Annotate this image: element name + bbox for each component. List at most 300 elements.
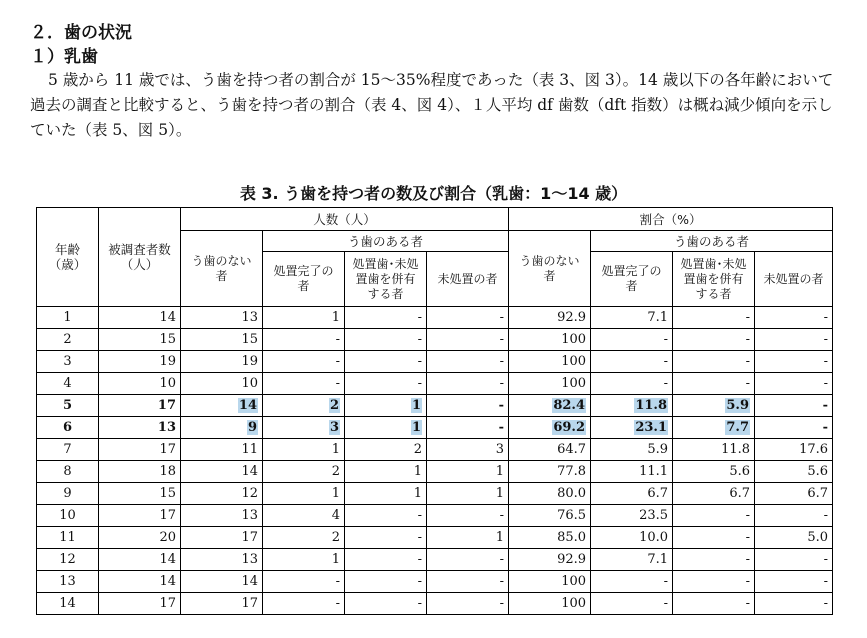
cell-p-untr bbox=[755, 571, 833, 593]
cell-value: 5.6 bbox=[729, 464, 751, 479]
cell-value: 100 bbox=[561, 376, 587, 391]
cell-value: 10 bbox=[59, 508, 76, 523]
cell-value: 17 bbox=[159, 442, 176, 457]
cell-c-mixed bbox=[345, 439, 427, 461]
cell-c-done bbox=[263, 549, 345, 571]
table-row bbox=[37, 307, 833, 329]
cell-p-mixed bbox=[673, 395, 755, 417]
cell-p-done bbox=[591, 439, 673, 461]
cell-value: - bbox=[417, 508, 422, 523]
cell-c-done bbox=[263, 395, 345, 417]
cell-value: 1 bbox=[331, 310, 340, 325]
cell-value: - bbox=[335, 376, 340, 391]
cell-age bbox=[37, 505, 99, 527]
cell-value: - bbox=[822, 420, 829, 435]
cell-value: 1 bbox=[331, 552, 340, 567]
table-row bbox=[37, 329, 833, 351]
cell-value: - bbox=[745, 596, 751, 611]
cell-value: - bbox=[663, 354, 669, 369]
table-row bbox=[37, 571, 833, 593]
cell-p-mixed bbox=[673, 505, 755, 527]
caries-table bbox=[36, 207, 833, 615]
table-row bbox=[37, 373, 833, 395]
cell-value: - bbox=[335, 354, 340, 369]
cell-value: - bbox=[745, 332, 751, 347]
cell-value: 6 bbox=[62, 420, 73, 435]
cell-p-done bbox=[591, 307, 673, 329]
cell-p-done bbox=[591, 461, 673, 483]
cell-value: - bbox=[823, 574, 829, 589]
cell-p-done bbox=[591, 351, 673, 373]
cell-value: 17 bbox=[157, 398, 176, 413]
cell-n bbox=[99, 395, 181, 417]
cell-p-untr bbox=[755, 373, 833, 395]
cell-value: 1 bbox=[495, 530, 505, 545]
cell-c-none bbox=[181, 527, 263, 549]
cell-c-done bbox=[263, 571, 345, 593]
cell-age bbox=[37, 373, 99, 395]
cell-p-done bbox=[591, 593, 673, 615]
cell-value: - bbox=[745, 530, 751, 545]
cell-c-done bbox=[263, 307, 345, 329]
cell-value: 2 bbox=[331, 530, 340, 545]
cell-value: 13 bbox=[241, 310, 258, 325]
cell-p-mixed bbox=[673, 439, 755, 461]
cell-age bbox=[37, 549, 99, 571]
cell-value: 7.1 bbox=[647, 310, 669, 325]
cell-value: 19 bbox=[159, 354, 176, 369]
cell-value: - bbox=[499, 354, 505, 369]
cell-value: - bbox=[335, 596, 340, 611]
table-row bbox=[37, 351, 833, 373]
cell-age bbox=[37, 571, 99, 593]
cell-value: 11 bbox=[59, 530, 76, 545]
cell-value: - bbox=[823, 596, 829, 611]
cell-value: 82.4 bbox=[553, 398, 586, 413]
cell-p-untr bbox=[755, 395, 833, 417]
cell-p-mixed bbox=[673, 483, 755, 505]
cell-value: 13 bbox=[241, 508, 258, 523]
table-row bbox=[37, 593, 833, 615]
cell-value: - bbox=[823, 376, 829, 391]
cell-value: 1 bbox=[331, 486, 340, 501]
cell-p-done bbox=[591, 549, 673, 571]
cell-p-mixed bbox=[673, 571, 755, 593]
cell-value: 3 bbox=[495, 442, 505, 457]
cell-c-mixed bbox=[345, 307, 427, 329]
cell-p-done bbox=[591, 395, 673, 417]
cell-c-none bbox=[181, 373, 263, 395]
cell-c-untr bbox=[427, 483, 509, 505]
cell-age bbox=[37, 593, 99, 615]
cell-value: - bbox=[823, 354, 829, 369]
cell-n bbox=[99, 439, 181, 461]
cell-value: - bbox=[745, 508, 751, 523]
cell-p-mixed bbox=[673, 593, 755, 615]
cell-value: - bbox=[823, 508, 829, 523]
cell-p-none bbox=[509, 395, 591, 417]
cell-value: - bbox=[417, 596, 422, 611]
cell-n bbox=[99, 329, 181, 351]
cell-value: - bbox=[335, 574, 340, 589]
cell-p-mixed bbox=[673, 307, 755, 329]
table-row bbox=[37, 461, 833, 483]
cell-value: 1 bbox=[413, 464, 422, 479]
cell-value: 5.9 bbox=[726, 398, 750, 413]
cell-value: 15 bbox=[159, 332, 176, 347]
cell-value: 1 bbox=[411, 420, 421, 435]
cell-value: 10.0 bbox=[639, 530, 669, 545]
cell-value: 14 bbox=[159, 310, 176, 325]
cell-p-mixed bbox=[673, 549, 755, 571]
cell-p-done bbox=[591, 373, 673, 395]
header-ratio-treated: 処置完了の 者 bbox=[591, 252, 673, 307]
cell-n bbox=[99, 373, 181, 395]
cell-age bbox=[37, 329, 99, 351]
cell-c-mixed bbox=[345, 505, 427, 527]
cell-n bbox=[99, 571, 181, 593]
cell-c-none bbox=[181, 571, 263, 593]
cell-value: - bbox=[498, 420, 505, 435]
cell-value: 5.6 bbox=[807, 464, 829, 479]
cell-value: - bbox=[822, 398, 829, 413]
cell-value: 14 bbox=[159, 552, 176, 567]
cell-p-none bbox=[509, 307, 591, 329]
cell-age bbox=[37, 351, 99, 373]
cell-value: - bbox=[745, 354, 751, 369]
cell-value: - bbox=[745, 552, 751, 567]
cell-c-mixed bbox=[345, 373, 427, 395]
cell-value: 10 bbox=[159, 376, 176, 391]
header-count-group: 人数（人） bbox=[181, 208, 509, 231]
cell-value: 2 bbox=[413, 442, 422, 457]
cell-c-none bbox=[181, 307, 263, 329]
cell-value: 23.5 bbox=[639, 508, 669, 523]
cell-n bbox=[99, 549, 181, 571]
cell-c-mixed bbox=[345, 527, 427, 549]
cell-value: 1 bbox=[331, 442, 340, 457]
cell-value: 92.9 bbox=[557, 552, 587, 567]
header-count-no-caries: う歯のない 者 bbox=[181, 231, 263, 307]
cell-value: - bbox=[499, 376, 505, 391]
cell-p-done bbox=[591, 417, 673, 439]
cell-p-none bbox=[509, 351, 591, 373]
header-ratio-group: 割合（%） bbox=[509, 208, 833, 231]
cell-c-done bbox=[263, 373, 345, 395]
table-row bbox=[37, 417, 833, 439]
cell-c-done bbox=[263, 483, 345, 505]
cell-value: - bbox=[417, 574, 422, 589]
cell-value: - bbox=[745, 376, 751, 391]
header-ratio-no-caries: う歯のない 者 bbox=[509, 231, 591, 307]
cell-p-mixed bbox=[673, 329, 755, 351]
cell-value: 1 bbox=[495, 464, 505, 479]
cell-c-untr bbox=[427, 527, 509, 549]
cell-n bbox=[99, 527, 181, 549]
cell-p-untr bbox=[755, 329, 833, 351]
cell-p-none bbox=[509, 483, 591, 505]
cell-value: 10 bbox=[241, 376, 258, 391]
cell-value: 1 bbox=[495, 486, 505, 501]
cell-value: 13 bbox=[241, 552, 258, 567]
cell-value: - bbox=[417, 354, 422, 369]
cell-p-done bbox=[591, 505, 673, 527]
cell-value: 15 bbox=[241, 332, 258, 347]
cell-p-mixed bbox=[673, 461, 755, 483]
cell-value: 14 bbox=[241, 464, 258, 479]
cell-value: 23.1 bbox=[635, 420, 668, 435]
cell-p-none bbox=[509, 373, 591, 395]
cell-value: - bbox=[663, 574, 669, 589]
cell-c-untr bbox=[427, 439, 509, 461]
body-paragraph bbox=[30, 68, 845, 143]
table-row bbox=[37, 505, 833, 527]
cell-p-untr bbox=[755, 549, 833, 571]
cell-c-untr bbox=[427, 417, 509, 439]
cell-c-untr bbox=[427, 329, 509, 351]
cell-value: - bbox=[499, 332, 505, 347]
cell-p-mixed bbox=[673, 351, 755, 373]
cell-value: - bbox=[663, 376, 669, 391]
cell-value: 80.0 bbox=[557, 486, 587, 501]
cell-value: 77.8 bbox=[557, 464, 587, 479]
cell-value: - bbox=[417, 310, 422, 325]
cell-c-none bbox=[181, 549, 263, 571]
cell-p-mixed bbox=[673, 417, 755, 439]
cell-value: 14 bbox=[159, 574, 176, 589]
cell-value: 17.6 bbox=[799, 442, 829, 457]
cell-value: 100 bbox=[561, 596, 587, 611]
cell-value: 17 bbox=[241, 596, 258, 611]
cell-c-untr bbox=[427, 593, 509, 615]
cell-p-none bbox=[509, 571, 591, 593]
cell-value: - bbox=[499, 508, 505, 523]
cell-n bbox=[99, 593, 181, 615]
cell-c-untr bbox=[427, 505, 509, 527]
cell-value: - bbox=[663, 332, 669, 347]
header-ratio-mixed: 処置歯･未処 置歯を併有 する者 bbox=[673, 252, 755, 307]
cell-value: 3 bbox=[329, 420, 339, 435]
cell-age bbox=[37, 483, 99, 505]
cell-value: - bbox=[823, 310, 829, 325]
cell-value: 9 bbox=[247, 420, 257, 435]
cell-p-none bbox=[509, 329, 591, 351]
cell-value: 14 bbox=[59, 596, 76, 611]
table-row bbox=[37, 527, 833, 549]
cell-value: 64.7 bbox=[557, 442, 587, 457]
cell-value: - bbox=[745, 310, 751, 325]
cell-p-untr bbox=[755, 351, 833, 373]
cell-value: 2 bbox=[331, 464, 340, 479]
cell-p-none bbox=[509, 593, 591, 615]
cell-p-untr bbox=[755, 527, 833, 549]
header-age: 年齢 （歳） bbox=[37, 208, 99, 307]
cell-value: - bbox=[823, 552, 829, 567]
cell-p-none bbox=[509, 505, 591, 527]
header-count-with-caries: う歯のある者 bbox=[263, 231, 509, 252]
cell-value: 15 bbox=[159, 486, 176, 501]
cell-n bbox=[99, 351, 181, 373]
cell-c-none bbox=[181, 461, 263, 483]
cell-c-untr bbox=[427, 461, 509, 483]
cell-p-none bbox=[509, 417, 591, 439]
cell-c-mixed bbox=[345, 549, 427, 571]
cell-c-done bbox=[263, 593, 345, 615]
cell-c-mixed bbox=[345, 571, 427, 593]
cell-c-none bbox=[181, 593, 263, 615]
cell-value: 7 bbox=[63, 442, 72, 457]
cell-value: 11.8 bbox=[635, 398, 668, 413]
cell-value: 92.9 bbox=[557, 310, 587, 325]
cell-age bbox=[37, 527, 99, 549]
cell-c-none bbox=[181, 351, 263, 373]
cell-c-none bbox=[181, 505, 263, 527]
cell-value: 6.7 bbox=[729, 486, 751, 501]
cell-c-done bbox=[263, 417, 345, 439]
cell-value: 19 bbox=[241, 354, 258, 369]
cell-value: - bbox=[499, 310, 505, 325]
cell-value: - bbox=[417, 376, 422, 391]
cell-c-none bbox=[181, 439, 263, 461]
cell-c-untr bbox=[427, 395, 509, 417]
cell-p-none bbox=[509, 461, 591, 483]
cell-c-untr bbox=[427, 373, 509, 395]
cell-value: - bbox=[499, 596, 505, 611]
cell-value: 4 bbox=[63, 376, 72, 391]
cell-n bbox=[99, 461, 181, 483]
cell-value: 11.1 bbox=[639, 464, 669, 479]
cell-age bbox=[37, 417, 99, 439]
cell-value: 11 bbox=[241, 442, 258, 457]
cell-value: - bbox=[823, 332, 829, 347]
table-row bbox=[37, 549, 833, 571]
cell-value: 3 bbox=[63, 354, 72, 369]
cell-c-done bbox=[263, 329, 345, 351]
cell-p-done bbox=[591, 571, 673, 593]
cell-value: 2 bbox=[329, 398, 339, 413]
cell-value: 12 bbox=[241, 486, 258, 501]
cell-c-none bbox=[181, 329, 263, 351]
cell-p-none bbox=[509, 549, 591, 571]
cell-value: 7.1 bbox=[647, 552, 669, 567]
header-count-treated: 処置完了の 者 bbox=[263, 252, 345, 307]
cell-value: 1 bbox=[413, 486, 422, 501]
cell-value: 18 bbox=[159, 464, 176, 479]
cell-c-mixed bbox=[345, 329, 427, 351]
header-ratio-with-caries: う歯のある者 bbox=[591, 231, 833, 252]
header-examinees: 被調査者数 （人） bbox=[99, 208, 181, 307]
cell-value: - bbox=[499, 574, 505, 589]
cell-value: 12 bbox=[59, 552, 76, 567]
cell-age bbox=[37, 395, 99, 417]
header-count-mixed: 処置歯･未処 置歯を併有 する者 bbox=[345, 252, 427, 307]
cell-value: 17 bbox=[159, 508, 176, 523]
header-ratio-untreated: 未処置の者 bbox=[755, 252, 833, 307]
cell-p-untr bbox=[755, 461, 833, 483]
cell-c-done bbox=[263, 527, 345, 549]
cell-c-done bbox=[263, 439, 345, 461]
cell-value: 17 bbox=[241, 530, 258, 545]
cell-p-untr bbox=[755, 417, 833, 439]
cell-value: 85.0 bbox=[557, 530, 587, 545]
cell-p-none bbox=[509, 527, 591, 549]
cell-n bbox=[99, 505, 181, 527]
cell-c-mixed bbox=[345, 593, 427, 615]
section-title: ２．歯の状況 bbox=[30, 23, 132, 43]
cell-value: 1 bbox=[411, 398, 421, 413]
header-count-untreated: 未処置の者 bbox=[427, 252, 509, 307]
cell-p-done bbox=[591, 483, 673, 505]
cell-c-mixed bbox=[345, 351, 427, 373]
cell-c-untr bbox=[427, 549, 509, 571]
cell-p-untr bbox=[755, 593, 833, 615]
cell-value: 76.5 bbox=[557, 508, 587, 523]
cell-value: 100 bbox=[561, 574, 587, 589]
cell-value: 100 bbox=[561, 354, 587, 369]
cell-value: 5.0 bbox=[807, 530, 829, 545]
cell-value: 6.7 bbox=[647, 486, 669, 501]
cell-value: 13 bbox=[59, 574, 76, 589]
table-row bbox=[37, 395, 833, 417]
cell-value: 11.8 bbox=[721, 442, 751, 457]
cell-n bbox=[99, 417, 181, 439]
cell-p-mixed bbox=[673, 527, 755, 549]
table-row bbox=[37, 439, 833, 461]
cell-n bbox=[99, 483, 181, 505]
cell-value: - bbox=[745, 574, 751, 589]
cell-value: - bbox=[335, 332, 340, 347]
cell-value: 4 bbox=[331, 508, 340, 523]
cell-value: 17 bbox=[159, 596, 176, 611]
cell-c-mixed bbox=[345, 483, 427, 505]
cell-value: - bbox=[663, 596, 669, 611]
cell-age bbox=[37, 439, 99, 461]
cell-n bbox=[99, 307, 181, 329]
cell-p-none bbox=[509, 439, 591, 461]
cell-value: 14 bbox=[238, 398, 257, 413]
table-row bbox=[37, 483, 833, 505]
cell-c-untr bbox=[427, 307, 509, 329]
cell-c-done bbox=[263, 351, 345, 373]
cell-p-mixed bbox=[673, 373, 755, 395]
cell-value: 8 bbox=[63, 464, 72, 479]
cell-value: - bbox=[498, 398, 505, 413]
cell-value: 20 bbox=[159, 530, 176, 545]
cell-c-mixed bbox=[345, 417, 427, 439]
cell-p-untr bbox=[755, 307, 833, 329]
cell-value: 5 bbox=[62, 398, 73, 413]
cell-value: 14 bbox=[241, 574, 258, 589]
cell-p-untr bbox=[755, 505, 833, 527]
cell-value: 6.7 bbox=[807, 486, 829, 501]
cell-c-done bbox=[263, 461, 345, 483]
cell-value: 9 bbox=[63, 486, 72, 501]
cell-c-none bbox=[181, 417, 263, 439]
cell-c-none bbox=[181, 395, 263, 417]
cell-value: 2 bbox=[63, 332, 72, 347]
cell-value: - bbox=[417, 530, 422, 545]
cell-c-none bbox=[181, 483, 263, 505]
cell-value: 5.9 bbox=[647, 442, 669, 457]
cell-c-mixed bbox=[345, 461, 427, 483]
cell-value: - bbox=[417, 552, 422, 567]
cell-c-done bbox=[263, 505, 345, 527]
cell-p-done bbox=[591, 527, 673, 549]
cell-c-untr bbox=[427, 351, 509, 373]
cell-value: 69.2 bbox=[553, 420, 586, 435]
cell-age bbox=[37, 307, 99, 329]
cell-value: - bbox=[499, 552, 505, 567]
